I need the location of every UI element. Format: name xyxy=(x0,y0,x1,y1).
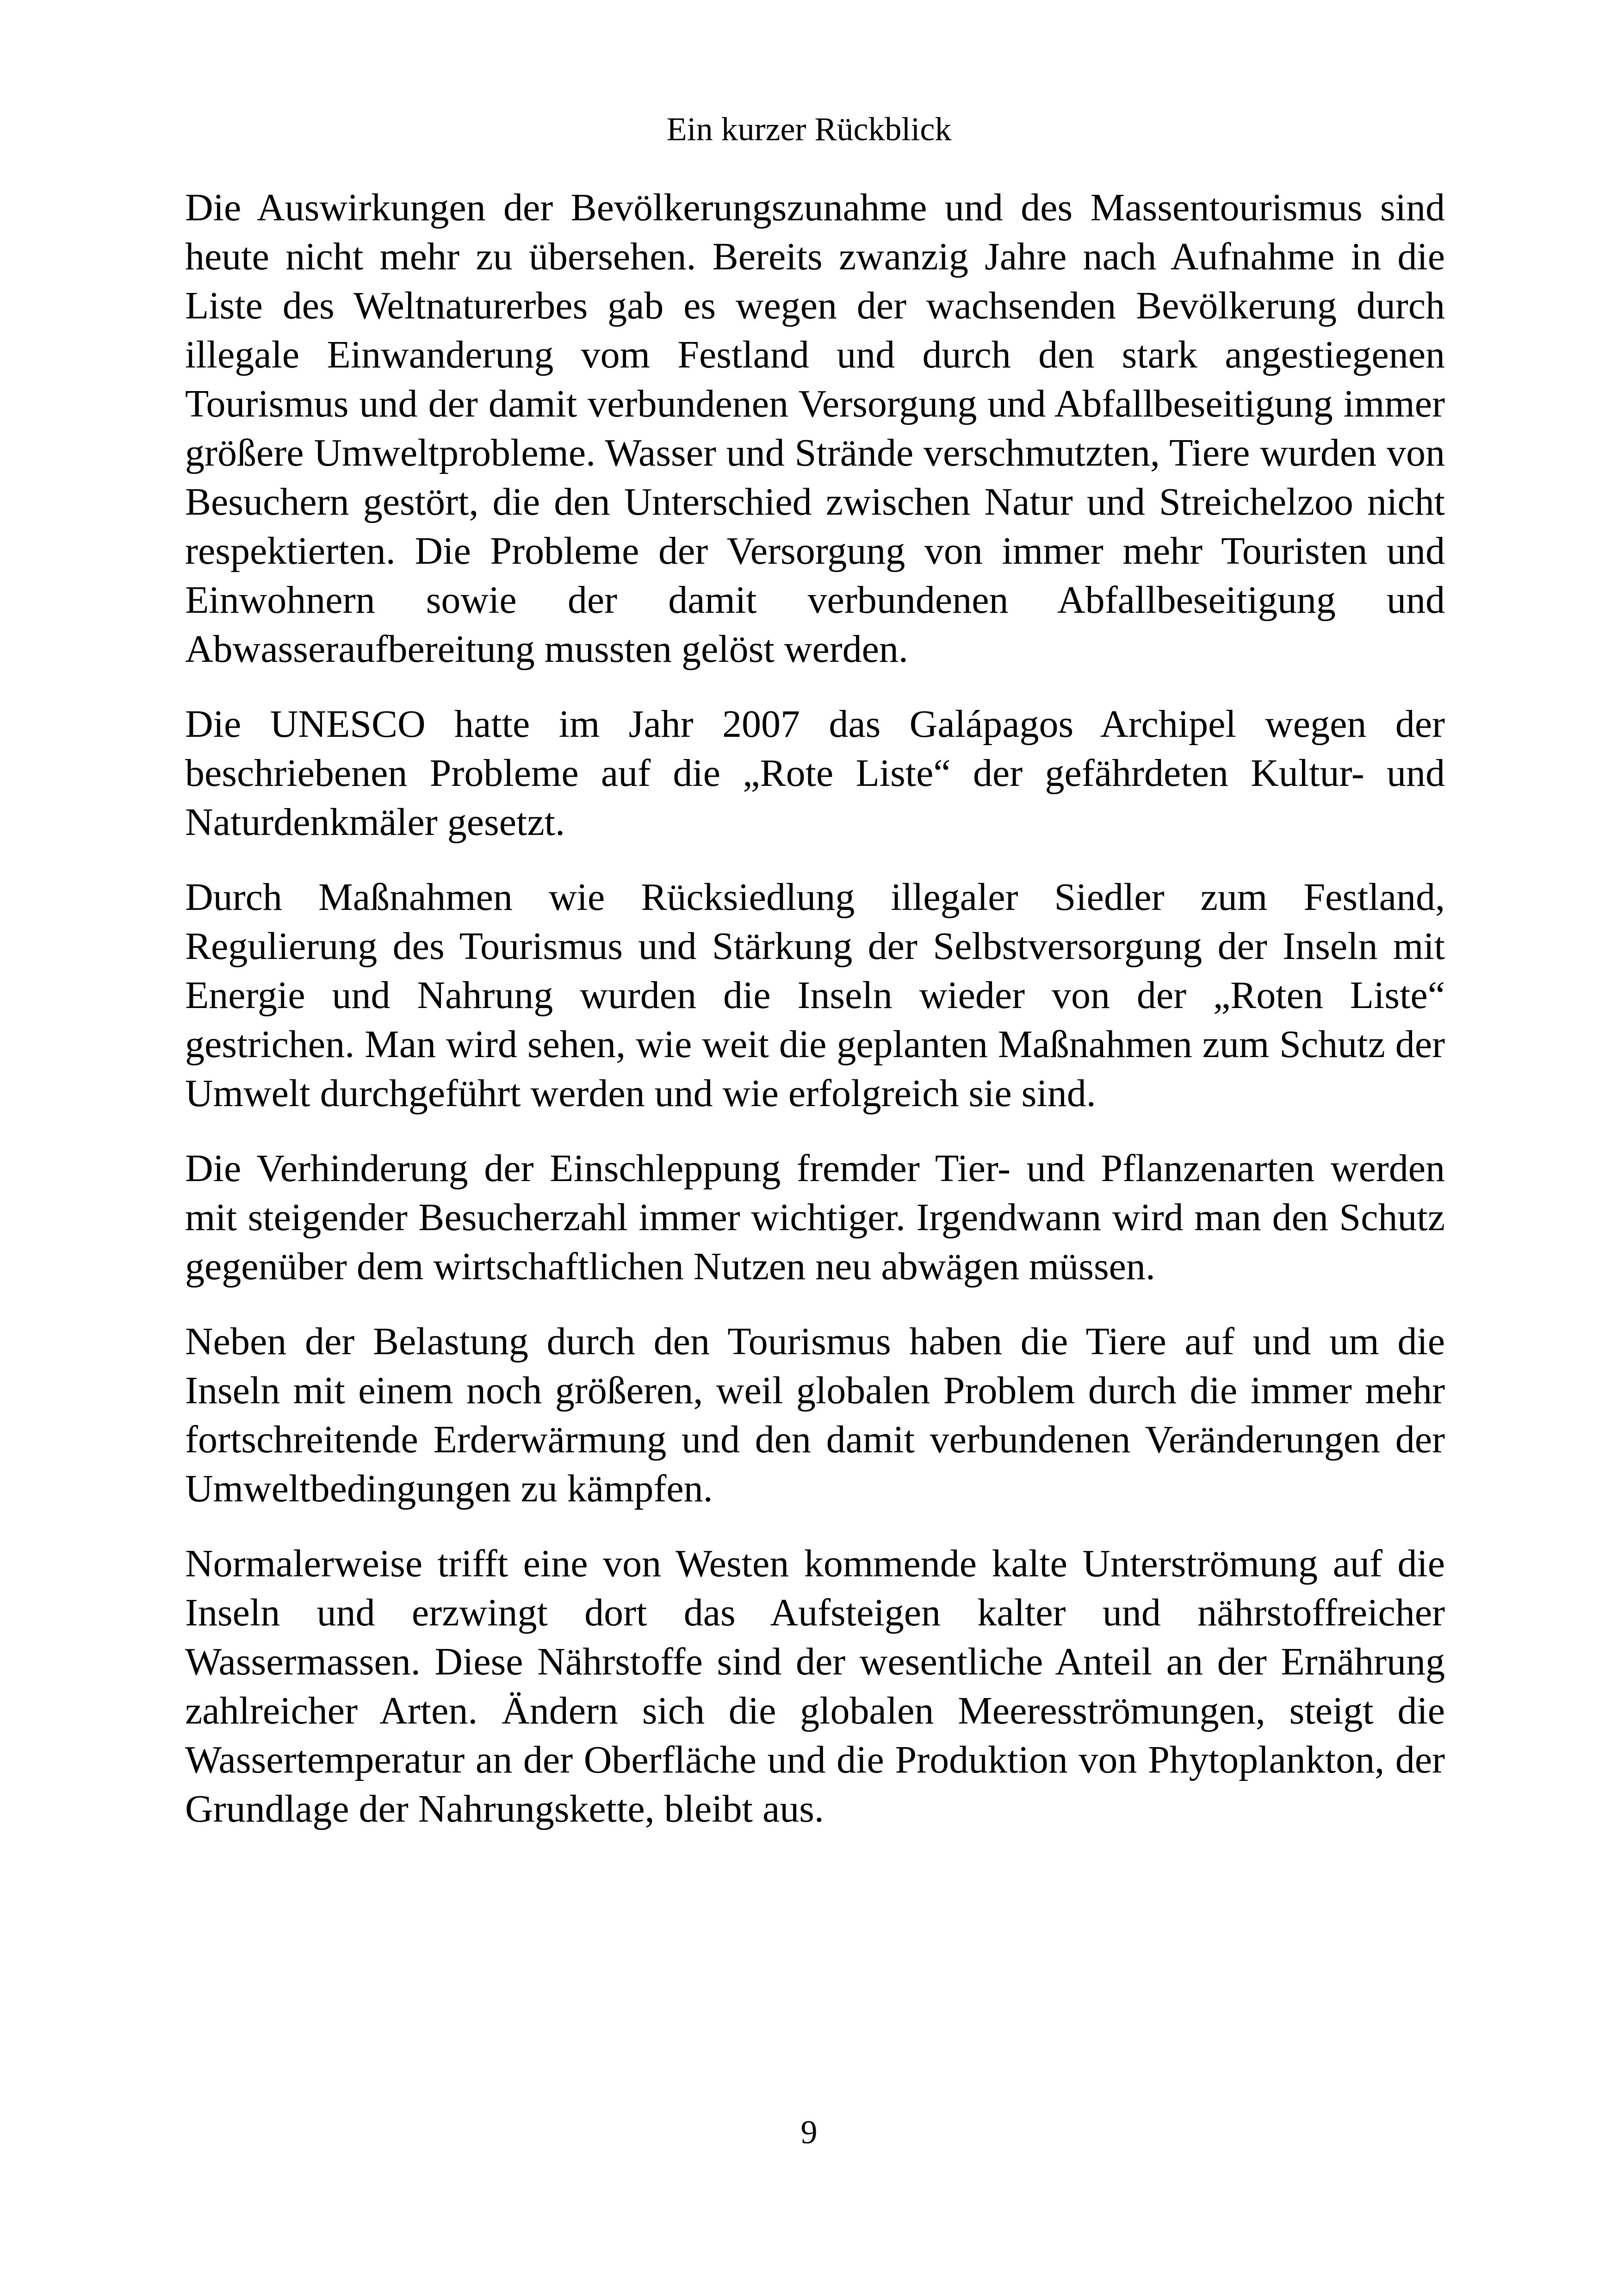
paragraph-3: Durch Maßnahmen wie Rücksiedlung illegaler Siedler zum Festland, Regulierung des Tourismus und Stärkung der Selbstversorgung der Inseln mit Energie und Nahrung wurden die Inseln wieder von der „Roten Liste“ gestrichen. Man wird sehen, wie weit die geplanten Maßnahmen zum Schutz der Umwelt durchgeführt werden und wie erfolgreich sie sind. xyxy=(185,876,1445,1115)
paragraph-1: Die Auswirkungen der Bevölkerungszunahme und des Massentourismus sind heute nicht mehr zu übersehen. Bereits zwanzig Jahre nach Aufnahme in die Liste des Weltnaturerbes gab es wegen der wachsenden Bevölkerung durch illegale Einwanderung vom Festland und durch den stark angestiegenen Tourismus und der damit verbundenen Versorgung und Abfallbeseitigung immer größere Umweltprobleme. Wasser und Strände verschmutzten, Tiere wurden von Besuchern gestört, die den Unterschied zwischen Natur und Streichelzoo nicht respektierten. Die Probleme der Versorgung von immer mehr Touristen und Einwohnern sowie der damit verbundenen Abfallbeseitigung und Abwasseraufbereitung mussten gelöst werden. xyxy=(185,186,1445,671)
paragraph-6: Normalerweise trifft eine von Westen kommende kalte Unterströmung auf die Inseln und erzwingt dort das Aufsteigen kalter und nährstoffreicher Wassermassen. Diese Nährstoffe sind der wesentliche Anteil an der Ernährung zahlreicher Arten. Ändern sich die globalen Meeresströmungen, steigt die Wassertemperatur an der Oberfläche und die Produktion von Phytoplankton, der Grundlage der Nahrungskette, bleibt aus. xyxy=(185,1542,1445,1830)
body-text xyxy=(185,183,1445,1860)
running-header: Ein kurzer Rückblick xyxy=(666,111,952,148)
paragraph-5: Neben der Belastung durch den Tourismus haben die Tiere auf und um die Inseln mit einem noch größeren, weil globalen Problem durch die immer mehr fortschreitende Erderwärmung und den damit verbundenen Veränderungen der Umweltbedingungen zu kämpfen. xyxy=(185,1320,1445,1510)
paragraph-4: Die Verhinderung der Einschleppung fremder Tier- und Pflanzenarten werden mit steigender Besucherzahl immer wichtiger. Irgendwann wird man den Schutz gegenüber dem wirtschaftlichen Nutzen neu abwägen müssen. xyxy=(185,1147,1445,1288)
page-number: 9 xyxy=(800,2114,818,2151)
paragraph-2: Die UNESCO hatte im Jahr 2007 das Galápagos Archipel wegen der beschriebenen Probleme auf die „Rote Liste“ der gefährdeten Kultur- und Naturdenkmäler gesetzt. xyxy=(185,703,1445,844)
